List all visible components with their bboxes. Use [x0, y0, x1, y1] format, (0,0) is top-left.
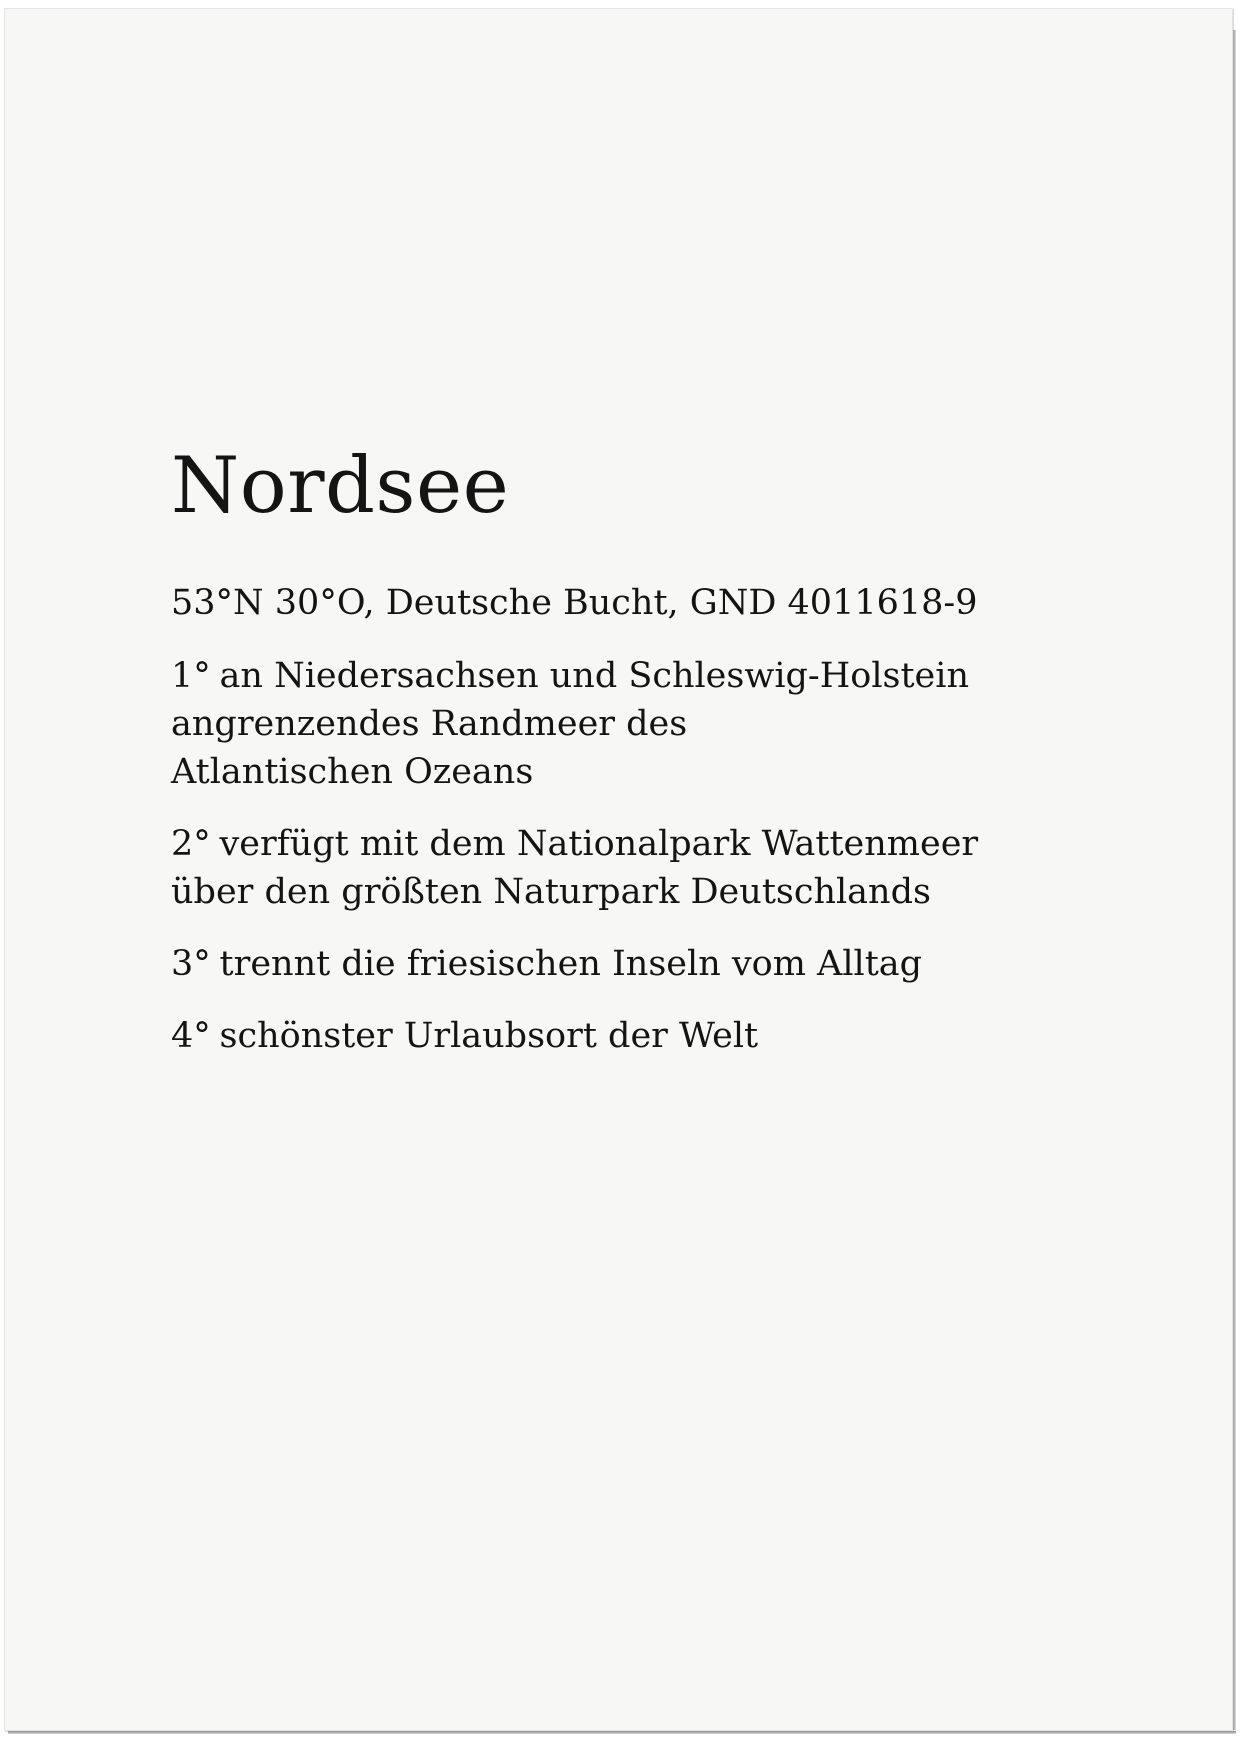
card-edge-shadow-bottom: [8, 1731, 1236, 1734]
meta-line: 53°N 30°O, Deutsche Bucht, GND 4011618-9: [171, 583, 978, 623]
entry-marker: 2°: [171, 824, 211, 864]
entry-line: Atlantischen Ozeans: [171, 752, 534, 792]
entry-line: über den größten Naturpark Deutschlands: [171, 872, 931, 912]
entry-line: angrenzendes Randmeer des: [171, 704, 688, 744]
entry-line: [171, 652, 1211, 700]
entry-line: [171, 820, 1211, 868]
entry-text: verfügt mit dem Nationalpark Wattenmeer: [219, 824, 979, 864]
entry-line: [171, 940, 1211, 988]
entry-text: an Niedersachsen und Schleswig-Holstein: [219, 656, 970, 696]
card-edge-shadow-right: [1233, 30, 1236, 1730]
entry-marker: 1°: [171, 656, 211, 696]
definition-entry-4: [171, 1012, 1211, 1060]
entry-text: trennt die friesischen Inseln vom Alltag: [219, 944, 923, 984]
definition-content: [171, 438, 1211, 1084]
entry-marker: 4°: [171, 1016, 211, 1056]
entry-marker: 3°: [171, 944, 211, 984]
definition-entry-1: [171, 652, 1211, 796]
entry-text: schönster Urlaubsort der Welt: [219, 1016, 759, 1056]
definition-entry-2: [171, 820, 1211, 916]
page-title: Nordsee: [171, 441, 510, 531]
definition-entry-3: [171, 940, 1211, 988]
entry-line: [171, 1012, 1211, 1060]
